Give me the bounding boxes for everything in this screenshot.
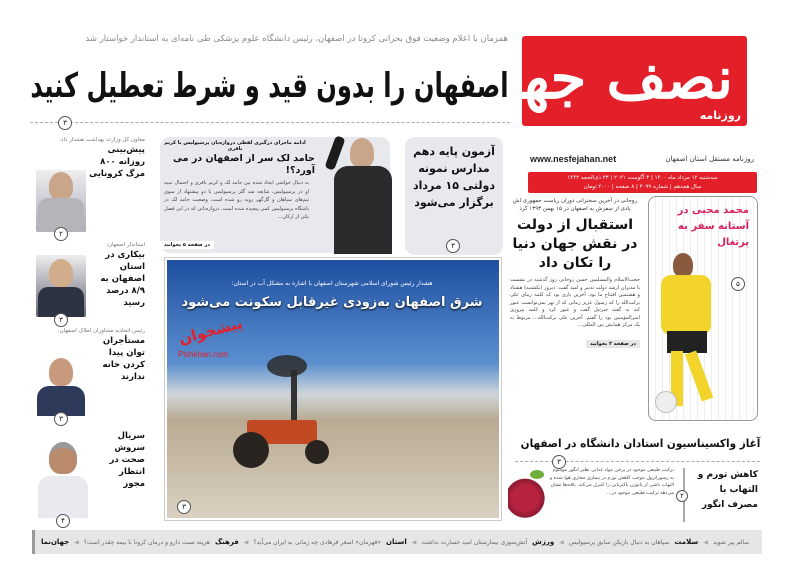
page-ref: ۳: [58, 116, 72, 130]
lak-title: حامد لک سر از اصفهان در می آورد؟!: [173, 153, 315, 176]
page-ref: ۴: [56, 514, 70, 528]
grape-body: ترکیب طبیعی موجود در برخی مواد غذایی نظیر انگور موسوم به رسوراترول موجب کاهش تورم در بیماری مجاری هوا شده و التهاب ناشی از پاتوژن باکتریایی را کنترل می‌کند. یافته‌ها نشان می‌دهد ترکیب طبیعی موجود در...: [549, 468, 674, 496]
ticker-section[interactable]: جهان‌نما: [41, 538, 70, 546]
lak-body: به دنبال حواشی ایجاد شده بین حامد لک و کریم باقری و احتمال تنبیه او در پرسپولیس، شایعه شد گلر پرسپولیس با دو پیشنهاد از سوی تیم‌های سپاهان و گل‌گهر روبه رو شده است. وضعیت حامد لک در باشگاه پرسپولیس کمی پیچیده شده است. دروازه‌بانی که در این فصل یکی از ارکان...: [164, 180, 309, 220]
grape-image: [508, 474, 546, 518]
person-title: پیش‌بینی روزانه ۸۰۰ مرگ کرونایی: [89, 145, 145, 179]
person-kicker: استاندار اصفهان:: [106, 242, 145, 248]
page-ref: ۲: [54, 227, 68, 241]
arrow-icon: ◀: [559, 538, 564, 546]
exam-story[interactable]: [405, 137, 503, 255]
grape-leaf-icon: [530, 470, 544, 479]
arrow-icon: ◀: [703, 538, 708, 546]
page-ref: ۳: [177, 500, 191, 514]
ticker-section[interactable]: ورزش: [532, 538, 555, 546]
rouhani-body: حجت‌الاسلام والمسلمین حسن روحانی روز گذشته در نشست با مدیران ارشد دولت تدبیر و امید گفت: دیروز (یکشنبه) هشتاد و هشتمین افتتاح ما بود. آخرین باری بود که کلمه زیبای علی برکت‌الله را که رسول عزیز زمانی که از تهر نمی‌توانست عبور کند به گفته جبرئیل گفت و عبور کرد و کلمه پیروزی امیرالمؤمنین بود را گفتم. آخرین علی برکت‌الله... مربوط به یک مرکز همایش بین المللی...: [510, 277, 640, 328]
tractor-image: [227, 410, 337, 480]
date-bar: [528, 172, 757, 193]
ticker-item[interactable]: هزینه تست دارو و درمان کرونا با بیمه چقدر است؟: [83, 538, 210, 546]
newspaper-logo: [463, 36, 747, 126]
rouhani-title: استقبال از دولت در نقش جهان دنیا را تکان داد: [512, 217, 638, 271]
arrow-icon: ◀: [74, 538, 79, 546]
exam-title: آزمون پایه دهم مدارس نمونه دولتی ۱۵ مرداد برگزار می‌شود: [412, 145, 496, 209]
page-ref: ۳: [446, 239, 460, 253]
union-head-photo: [36, 354, 86, 416]
lead-kicker: همزمان با اعلام وضعیت فوق بحرانی کرونا در اصفهان، رئیس دانشگاه علوم پزشکی طی نامه‌ای به استاندار خواستار شد: [85, 34, 508, 44]
person-title: سریال سروش صحت در انتظار مجوز: [109, 431, 145, 489]
logo-name: نصف جهان: [463, 44, 733, 112]
ticker-section[interactable]: فرهنگ: [214, 538, 239, 546]
person-kicker: رئیس اتحادیه مشاوران املاک اصفهان:: [57, 328, 145, 334]
page-ref: ۳: [552, 455, 566, 469]
read-more[interactable]: در صفحه ۵ بخوانید: [160, 241, 214, 249]
vaccine-headline[interactable]: آغاز واکسیناسیون استادان دانشگاه در اصفهان: [520, 437, 760, 450]
read-more[interactable]: در صفحه ۲ بخوانید: [586, 340, 640, 348]
vaccine-headline-box[interactable]: [520, 436, 760, 452]
rouhani-kicker: روحانی در آخرین سخنرانی دوران ریاست جمهوری اش یادی از سفرش به اصفهان در ۱۵ بهمن ۱۳۹۳ کرد: [512, 198, 638, 212]
photo-kicker: هشدار رئیس شورای اسلامی شهرستان اصفهان با اشاره به مشکل آب در استان:: [231, 280, 433, 287]
arrow-icon: ◀: [243, 538, 249, 546]
lead-headline[interactable]: اصفهان را بدون قید و شرط تعطیل کنید: [29, 66, 508, 106]
person-title: مستأجران توان پیدا کردن خانه ندارند: [102, 336, 145, 382]
page-ref: ۲: [676, 490, 688, 502]
mohebbi-title: محمد محبی در آستانه سفر به پرتغال: [677, 205, 749, 248]
ticker-item[interactable]: سالم پیر شوید: [712, 538, 750, 546]
goalkeeper-photo: [320, 130, 404, 255]
page-ref: ۵: [731, 277, 745, 291]
lead-headline-box[interactable]: [30, 64, 508, 108]
governor-photo: [36, 255, 86, 317]
ticker-item[interactable]: سپاهان به دنبال بازیکن سابق پرسپولیس: [568, 538, 670, 546]
person-kicker: معاون کل وزارت بهداشت هشدار داد:: [59, 137, 145, 143]
footballer-photo: [653, 253, 733, 418]
ticker-section[interactable]: استان: [386, 538, 407, 546]
grape-title[interactable]: کاهش تورم و التهاب با مصرف انگور: [697, 470, 758, 510]
director-photo: [36, 438, 90, 518]
news-ticker: [32, 530, 762, 554]
lak-kicker: ادامه ماجرای درگیری لفظی دروازه‌بان پرسپولیس با کریم باقری: [164, 140, 306, 152]
photo-title: شرق اصفهان به‌زودی غیرقابل سکونت می‌شود: [181, 295, 483, 310]
page-ref: ۳: [54, 412, 68, 426]
watermark-logo: پیشخوان: [176, 313, 245, 349]
date-line: سه‌شنبه ۱۲ مرداد ماه ۱۴۰۰ | ۳ آگوست ۲۰۲۱ | ۲۳ ذی‌الحجه ۱۴۴۲: [567, 175, 718, 181]
rouhani-story[interactable]: [510, 197, 640, 349]
website-url[interactable]: www.nesfejahan.net: [530, 154, 617, 164]
page-ref: ۳: [54, 313, 68, 327]
tractor-photo-story[interactable]: [165, 258, 501, 520]
ticker-section[interactable]: سلامت: [674, 538, 699, 546]
person-title: بیکاری در استان اصفهان به ۸/۹ درصد رسید: [100, 250, 145, 308]
logo-subtitle: روزنامه: [699, 109, 741, 122]
divider: [30, 122, 510, 123]
issue-line: سال هجدهم | شماره ۴۰۹۹ | ۸ صفحه | ۲۰۰۰ تومان: [583, 184, 702, 190]
tagline: روزنامه مستقل استان اصفهان: [665, 155, 754, 163]
mohebbi-story[interactable]: [648, 196, 758, 421]
arrow-icon: ◀: [411, 538, 417, 546]
watermark-url: Pishkhan.com: [178, 350, 229, 359]
official-photo: [36, 170, 86, 232]
ticker-item[interactable]: «فهرمان» اصغر فرهادی چه زمانی به ایران می‌آید؟: [253, 538, 382, 546]
ticker-item[interactable]: آتش‌سوزی بیمارستان امید خسارت نداشت: [421, 538, 528, 546]
